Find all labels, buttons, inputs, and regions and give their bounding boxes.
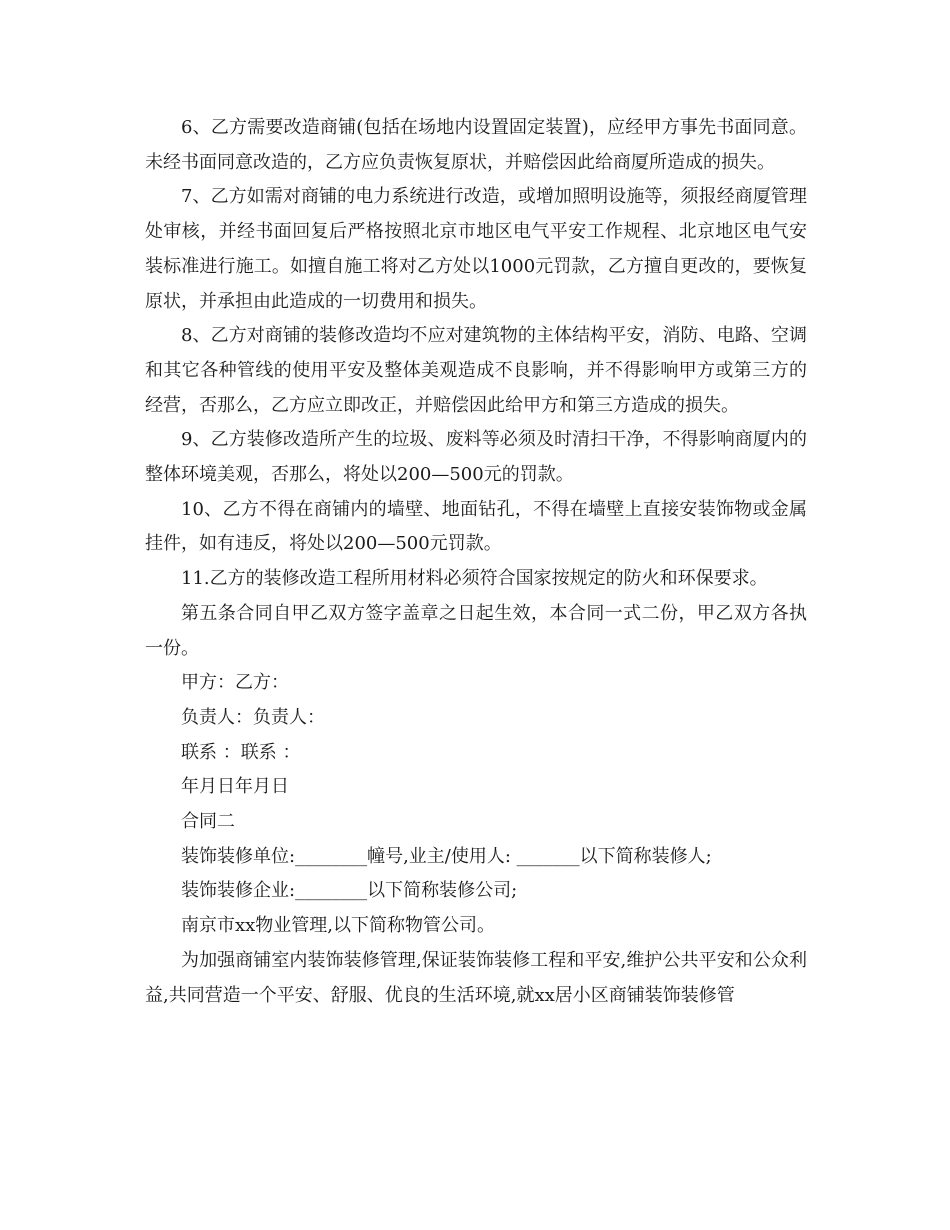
contract-two-heading: 合同二: [181, 811, 235, 833]
date-line: 年月日年月日: [181, 776, 289, 798]
article-5-paragraph: 第五条合同自甲乙双方签字盖章之日起生效，本合同一式二份，甲乙双方各执一份。: [145, 602, 807, 659]
clause-11-paragraph: 11.乙方的装修改造工程所用材料必须符合国家按规定的防火和环保要求。: [181, 568, 768, 590]
document-body: [145, 111, 807, 1013]
clause-8-paragraph: 8、乙方对商铺的装修改造均不应对建筑物的主体结构平安，消防、电路、空调和其它各种管线的使用平安及整体美观造成不良影响，并不得影响甲方或第三方的经营，否那么，乙方应立即改正，并赔偿因此给甲方和第三方造成的损失。: [145, 325, 807, 416]
clause-7-paragraph: 7、乙方如需对商铺的电力系统进行改造，或增加照明设施等，须报经商厦管理处审核，并经书面回复后严格按照北京市地区电气平安工作规程、北京地区电气安装标准进行施工。如擅自施工将对乙方处以1000元罚款，乙方擅自更改的，要恢复原状，并承担由此造成的一切费用和损失。: [145, 186, 807, 312]
responsible-person-line: 负责人：负责人：: [181, 706, 325, 728]
clause-9-paragraph: 9、乙方装修改造所产生的垃圾、废料等必须及时清扫干净，不得影响商厦内的整体环境美观，否那么，将处以200—500元的罚款。: [145, 429, 807, 486]
decoration-unit-line: 装饰装修单位:________幢号,业主/使用人: _______以下简称装修人;: [181, 845, 712, 867]
clause-10-paragraph: 10、乙方不得在商铺内的墙壁、地面钻孔，不得在墙壁上直接安装饰物或金属挂件，如有违反，将处以200—500元罚款。: [145, 498, 807, 555]
decoration-company-line: 装饰装修企业:________以下简称装修公司;: [181, 880, 518, 902]
contact-line: 联系 ：联系 ：: [181, 741, 301, 763]
intro-paragraph: 为加强商铺室内装饰装修管理,保证装饰装修工程和平安,维护公共平安和公众利益,共同营造一个平安、舒服、优良的生活环境,就xx居小区商铺装饰装修管: [145, 949, 807, 1006]
party-signature-line: 甲方：乙方：: [181, 672, 289, 694]
property-management-line: 南京市xx物业管理,以下简称物管公司。: [181, 915, 496, 937]
clause-6-paragraph: 6、乙方需要改造商铺(包括在场地内设置固定装置)，应经甲方事先书面同意。未经书面同意改造的，乙方应负责恢复原状，并赔偿因此给商厦所造成的损失。: [145, 117, 807, 173]
